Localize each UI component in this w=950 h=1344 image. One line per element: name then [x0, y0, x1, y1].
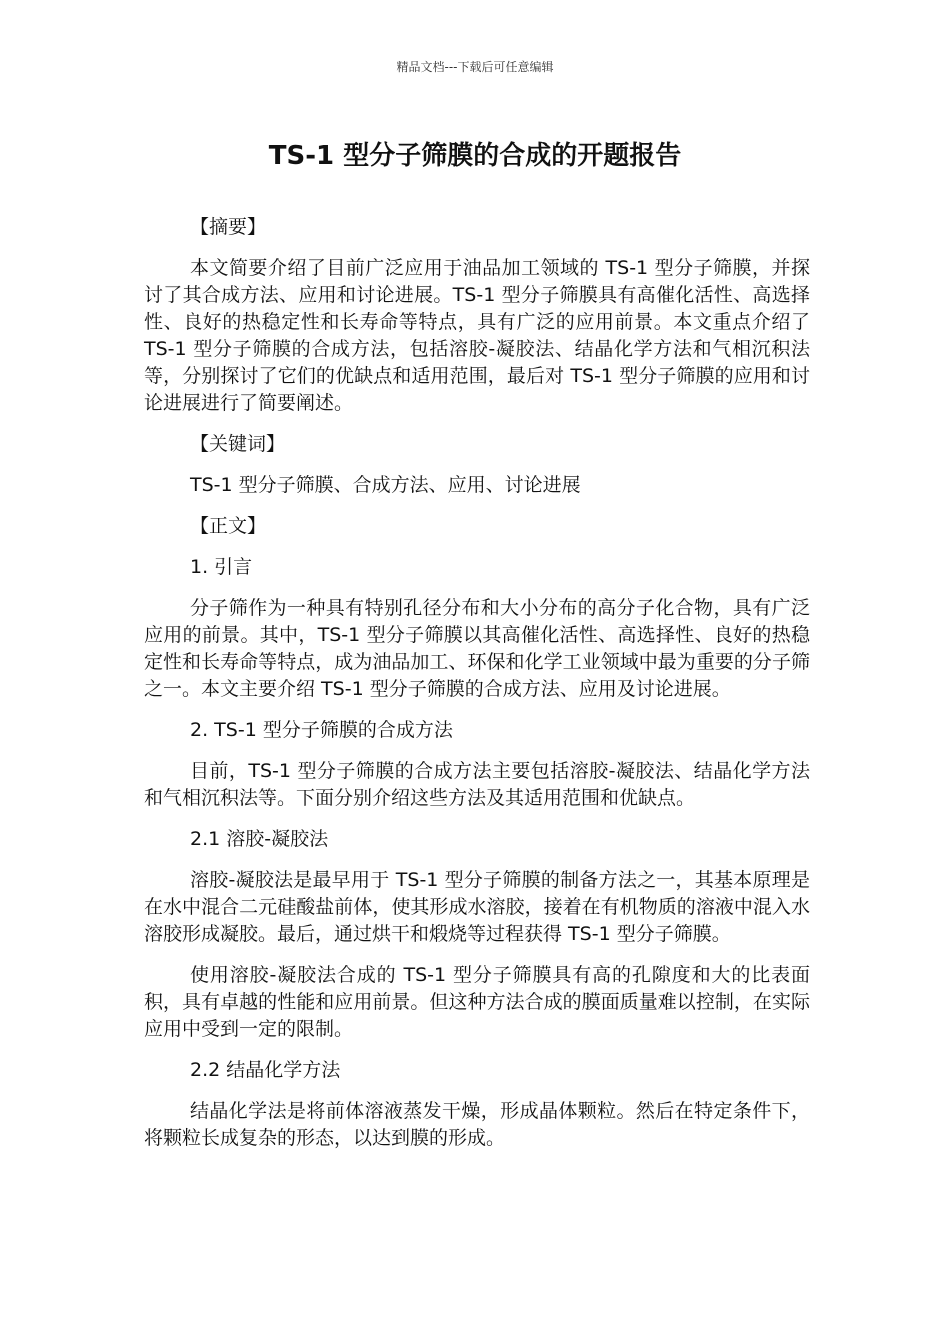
section-heading-crystal-chemistry: 2.2 结晶化学方法 — [190, 1059, 341, 1081]
crystal-chemistry-paragraph: 结晶化学法是将前体溶液蒸发干燥，形成晶体颗粒。然后在特定条件下，将颗粒长成复杂的形态，以达到膜的形成。 — [144, 1100, 810, 1149]
document-title: TS-1 型分子筛膜的合成的开题报告 — [268, 141, 682, 171]
sol-gel-paragraph-1: 溶胶-凝胶法是最早用于 TS-1 型分子筛膜的制备方法之一，其基本原理是在水中混合二元硅酸盐前体，使其形成水溶胶，接着在有机物质的溶液中混入水溶胶形成凝胶。最后，通过烘干和煅烧等过程获得 TS-1 型分子筛膜。 — [144, 869, 810, 945]
document-body — [144, 214, 810, 1166]
section-heading-introduction: 1. 引言 — [190, 556, 253, 578]
keywords-heading: 【关键词】 — [190, 433, 286, 455]
sol-gel-paragraph-2: 使用溶胶-凝胶法合成的 TS-1 型分子筛膜具有高的孔隙度和大的比表面积，具有卓越的性能和应用前景。但这种方法合成的膜面质量难以控制，在实际应用中受到一定的限制。 — [144, 964, 810, 1040]
abstract-paragraph: 本文简要介绍了目前广泛应用于油品加工领域的 TS-1 型分子筛膜，并探讨了其合成方法、应用和讨论进展。TS-1 型分子筛膜具有高催化活性、高选择性、良好的热稳定性和长寿命等特点，具有广泛的应用前景。本文重点介绍了 TS-1 型分子筛膜的合成方法，包括溶胶-凝胶法、结晶化学方法和气相沉积法等，分别探讨了它们的优缺点和适用范围，最后对 TS-1 型分子筛膜的应用和讨论进展进行了简要阐述。 — [144, 257, 810, 414]
section-heading-sol-gel: 2.1 溶胶-凝胶法 — [190, 828, 329, 850]
main-text-heading: 【正文】 — [190, 515, 267, 537]
section-heading-synthesis-methods: 2. TS-1 型分子筛膜的合成方法 — [190, 719, 453, 741]
synthesis-methods-paragraph: 目前，TS-1 型分子筛膜的合成方法主要包括溶胶-凝胶法、结晶化学方法和气相沉积法等。下面分别介绍这些方法及其适用范围和优缺点。 — [144, 760, 810, 809]
header-note: 精品文档---下载后可任意编辑 — [396, 60, 554, 74]
keywords-paragraph: TS-1 型分子筛膜、合成方法、应用、讨论进展 — [190, 474, 581, 496]
introduction-paragraph: 分子筛作为一种具有特别孔径分布和大小分布的高分子化合物，具有广泛应用的前景。其中，TS-1 型分子筛膜以其高催化活性、高选择性、良好的热稳定性和长寿命等特点，成为油品加工、环保和化学工业领域中最为重要的分子筛之一。本文主要介绍 TS-1 型分子筛膜的合成方法、应用及讨论进展。 — [144, 597, 810, 700]
abstract-heading: 【摘要】 — [190, 216, 267, 238]
